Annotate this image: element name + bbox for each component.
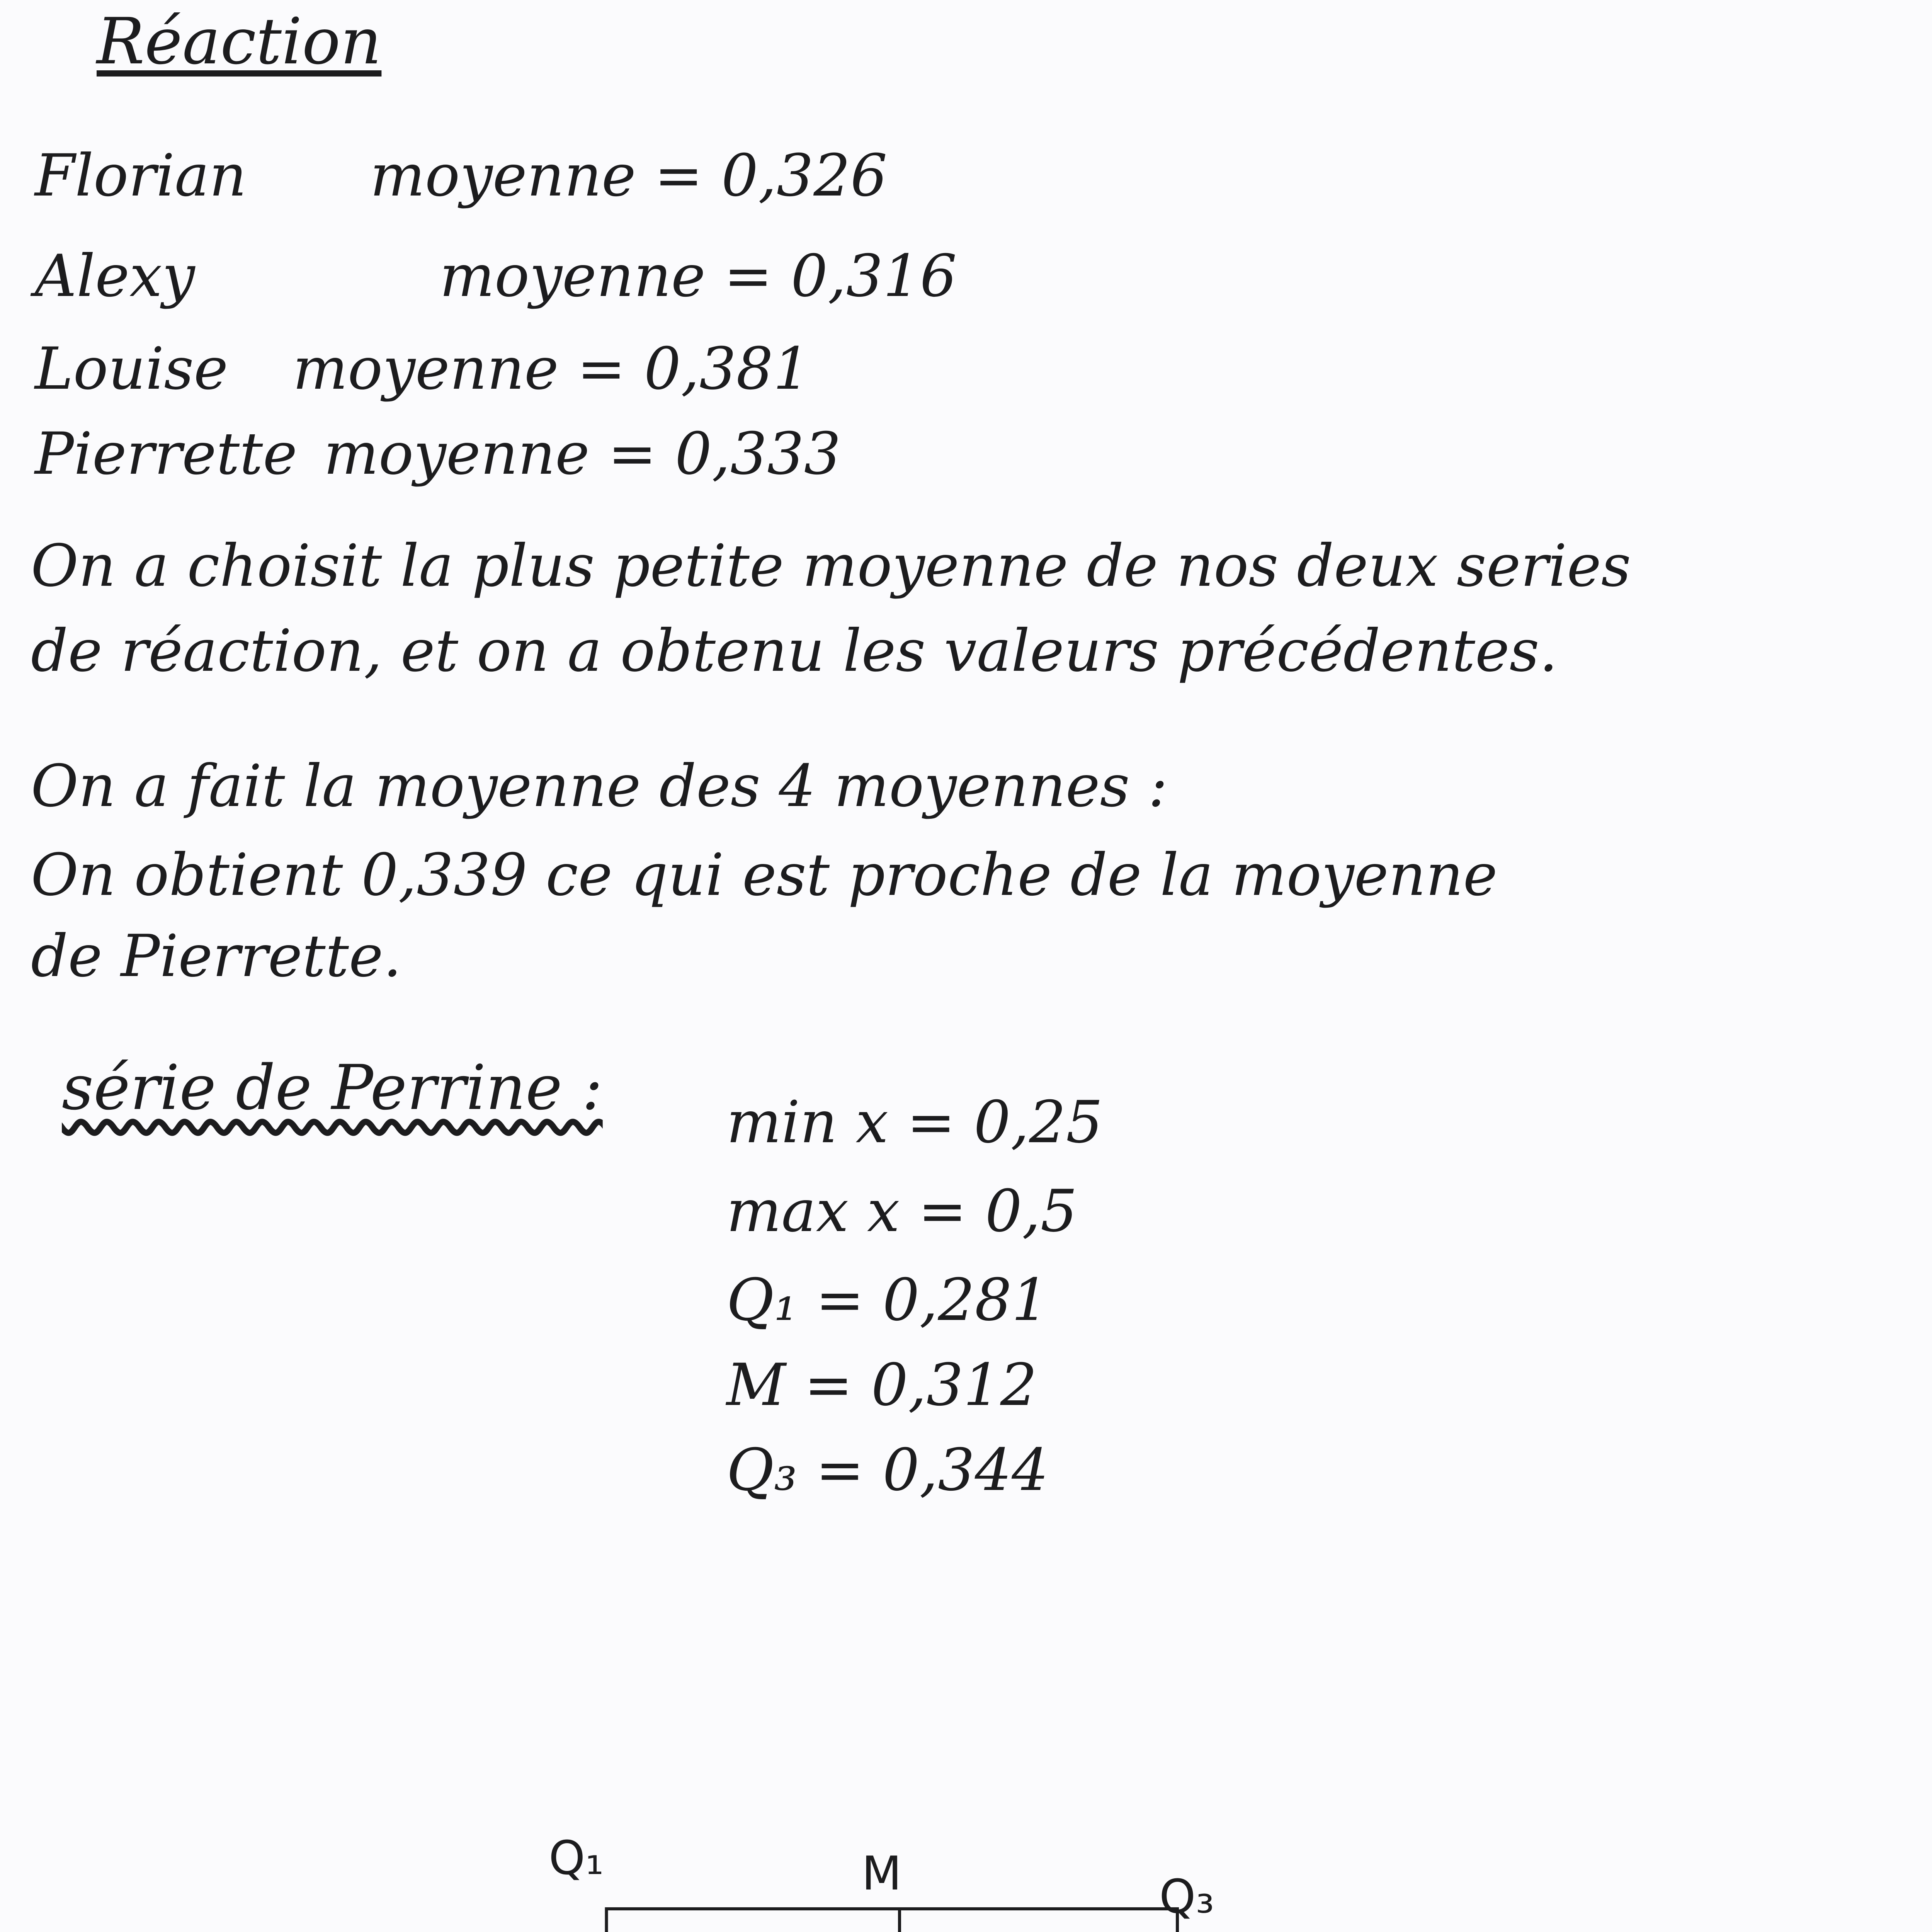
mean-value: 0,316 xyxy=(791,243,957,310)
mean-label: moyenne xyxy=(293,335,559,403)
mean-name: Louise xyxy=(35,335,228,403)
boxplot xyxy=(0,1777,1932,1932)
mean-name: Florian xyxy=(35,142,247,209)
mean-row-pierrette: Pierrette moyenne = 0,333 xyxy=(35,420,841,488)
mean-label: moyenne xyxy=(323,420,590,488)
series-min: min x = 0,25 xyxy=(726,1089,1103,1156)
page-title: Réaction xyxy=(97,4,382,78)
paragraph2-line1: On a fait la moyenne des 4 moyennes : xyxy=(31,753,1168,820)
mean-label: moyenne xyxy=(439,243,706,310)
mean-name: Pierrette xyxy=(35,420,298,488)
mean-value: 0,333 xyxy=(675,420,841,488)
paragraph2-line2: On obtient 0,339 ce qui est proche de la moyenne xyxy=(31,842,1498,909)
marker-median: M xyxy=(862,1847,902,1901)
series-max: max x = 0,5 xyxy=(726,1178,1078,1245)
mean-value: 0,326 xyxy=(721,142,888,209)
mean-row-alexy: Alexy moyenne = 0,316 xyxy=(35,243,957,310)
mean-row-florian: Florian moyenne = 0,326 xyxy=(35,142,888,209)
series-q1: Q₁ = 0,281 xyxy=(726,1267,1049,1334)
paragraph1-line1: On a choisit la plus petite moyenne de nos deux series xyxy=(31,532,1631,600)
mean-name: Alexy xyxy=(35,243,195,310)
paragraph2-line3: de Pierrette. xyxy=(31,923,402,990)
series-q3: Q₃ = 0,344 xyxy=(726,1437,1049,1504)
mean-label: moyenne xyxy=(370,142,636,209)
mean-value: 0,381 xyxy=(644,335,810,403)
marker-q3: Q₃ xyxy=(1159,1870,1214,1924)
marker-q1: Q₁ xyxy=(549,1832,604,1885)
paragraph1-line2: de réaction, et on a obtenu les valeurs précédentes. xyxy=(31,617,1558,685)
mean-row-louise: Louise moyenne = 0,381 xyxy=(35,335,810,403)
series-median: M = 0,312 xyxy=(726,1352,1037,1419)
iqr-box xyxy=(607,1909,1178,1932)
series-label: série de Perrine : xyxy=(62,1051,603,1124)
